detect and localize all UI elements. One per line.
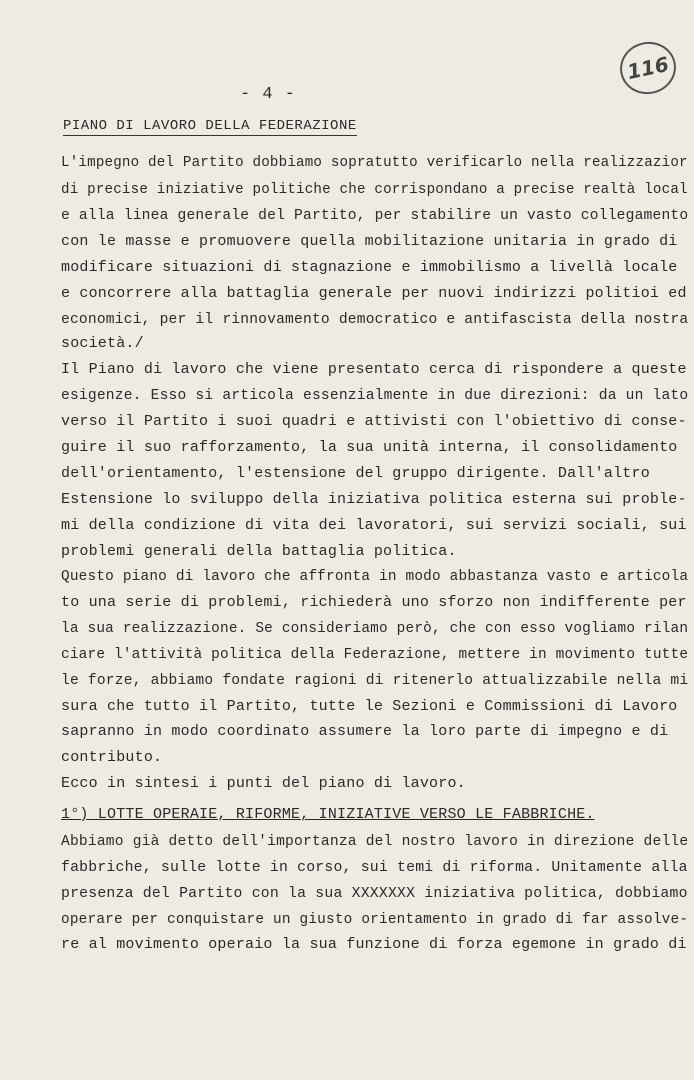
- section-title: PIANO DI LAVORO DELLA FEDERAZIONE: [63, 118, 357, 134]
- section-heading: 1°) LOTTE OPERAIE, RIFORME, INIZIATIVE VERSO LE FABBRICHE.: [61, 806, 595, 823]
- text-line: le forze, abbiamo fondate ragioni di ritenerlo attualizzabile nella mi: [61, 672, 689, 689]
- text-line: Estensione lo sviluppo della iniziativa politica esterna sui proble-: [61, 491, 687, 508]
- text-line: presenza del Partito con la sua XXXXXXX iniziativa politica, dobbiamo: [61, 885, 688, 902]
- text-line: problemi generali della battaglia politica.: [61, 543, 457, 560]
- text-line: di precise iniziative politiche che corrispondano a precise realtà local: [61, 181, 688, 198]
- text-line: economici, per il rinnovamento democratico e antifascista della nostra: [61, 311, 689, 328]
- text-line: con le masse e promuovere quella mobilitazione unitaria in grado di: [61, 233, 678, 250]
- text-line: Abbiamo già detto dell'importanza del nostro lavoro in direzione delle: [61, 833, 689, 850]
- text-line: Ecco in sintesi i punti del piano di lavoro.: [61, 775, 466, 792]
- text-line: operare per conquistare un giusto orientamento in grado di far assolve-: [61, 911, 689, 928]
- text-line: Il Piano di lavoro che viene presentato cerca di rispondere a queste: [61, 361, 687, 378]
- text-line: esigenze. Esso si articola essenzialmente in due direzioni: da un lato: [61, 387, 689, 404]
- text-line: società./: [61, 335, 144, 352]
- text-line: sapranno in modo coordinato assumere la loro parte di impegno e di: [61, 723, 669, 740]
- text-line: to una serie di problemi, richiederà uno sforzo non indifferente per: [61, 594, 687, 611]
- text-line: ciare l'attività politica della Federazione, mettere in movimento tutte: [61, 646, 689, 663]
- text-line: fabbriche, sulle lotte in corso, sui temi di riforma. Unitamente alla: [61, 859, 688, 876]
- text-line: contributo.: [61, 749, 163, 766]
- text-line: la sua realizzazione. Se consideriamo però, che con esso vogliamo rilan: [61, 620, 689, 637]
- text-line: verso il Partito i suoi quadri e attivisti con l'obiettivo di conse-: [61, 413, 687, 430]
- text-line: dell'orientamento, l'estensione del gruppo dirigente. Dall'altro: [61, 465, 650, 482]
- text-line: sura che tutto il Partito, tutte le Sezioni e Commissioni di Lavoro: [61, 698, 678, 715]
- page-number: - 4 -: [240, 85, 297, 104]
- text-line: e concorrere alla battaglia generale per nuovi indirizzi politioi ed: [61, 285, 687, 302]
- page-stamp: 116: [615, 37, 681, 100]
- text-line: mi della condizione di vita dei lavoratori, sui servizi sociali, sui: [61, 517, 687, 534]
- text-line: re al movimento operaio la sua funzione di forza egemone in grado di: [61, 936, 687, 953]
- text-line: Questo piano di lavoro che affronta in modo abbastanza vasto e articola: [61, 568, 689, 585]
- text-line: guire il suo rafforzamento, la sua unità interna, il consolidamento: [61, 439, 678, 456]
- text-line: modificare situazioni di stagnazione e immobilismo a livellà locale: [61, 259, 678, 276]
- text-line: e alla linea generale del Partito, per stabilire un vasto collegamento: [61, 207, 689, 224]
- text-line: L'impegno del Partito dobbiamo sopratutto verificarlo nella realizzazior: [61, 154, 688, 171]
